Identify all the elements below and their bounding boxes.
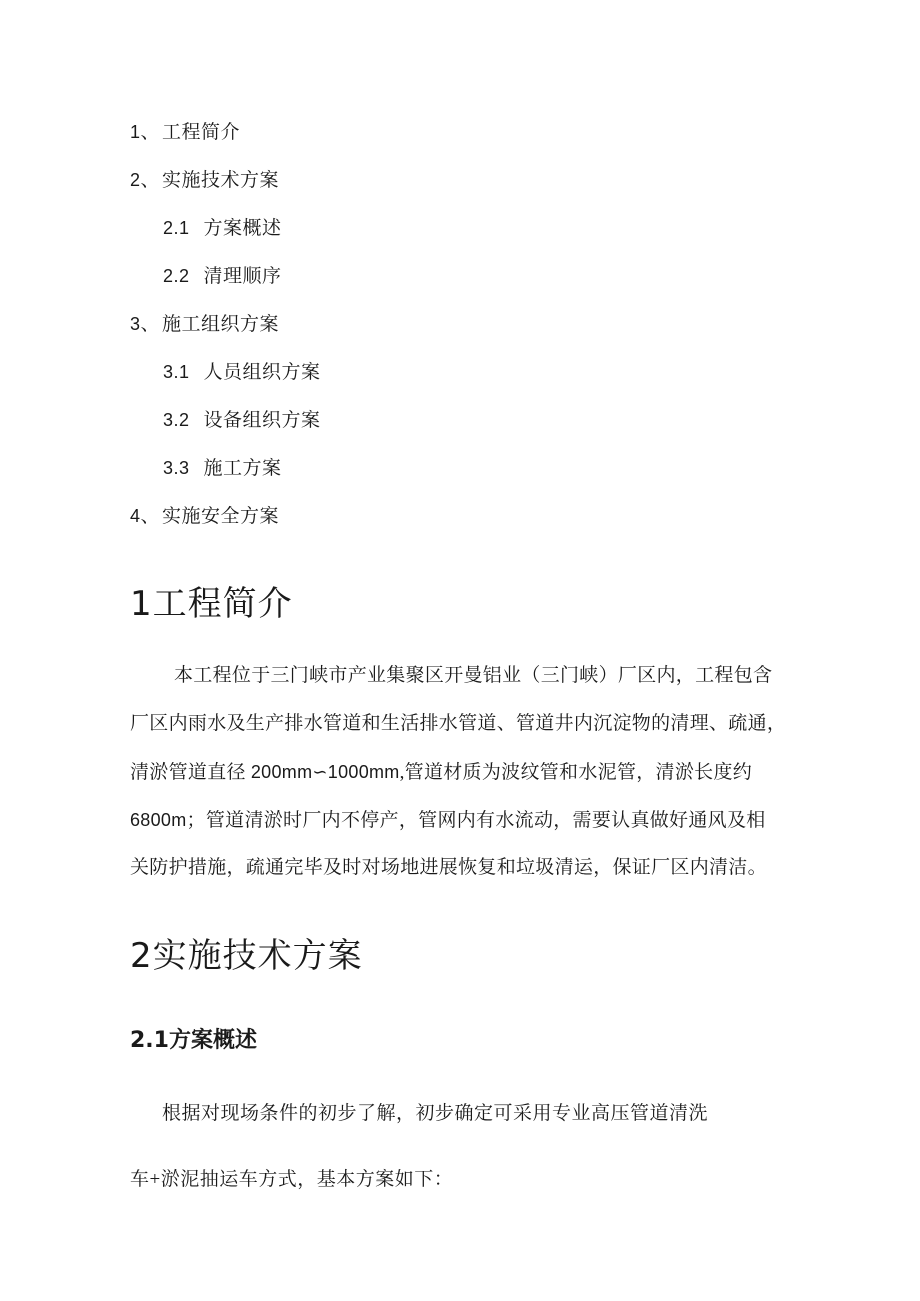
section-2-1-line-1: 根据对现场条件的初步了解，初步确定可采用专业高压管道清洗	[162, 1103, 709, 1124]
paragraph-line: 本工程位于三门峡市产业集聚区开曼铝业（三门峡）厂区内，工程包含	[174, 665, 773, 686]
toc-item-1[interactable]	[130, 120, 240, 145]
toc-title: 方案概述	[203, 218, 282, 239]
toc-item-2[interactable]	[130, 168, 279, 193]
section-2-1-heading: 2.1方案概述	[130, 1028, 257, 1053]
toc-separator: 、	[140, 170, 161, 191]
paragraph-line: 厂区内雨水及生产排水管道和生活排水管道、管道井内沉淀物的清理、疏通，	[130, 713, 787, 734]
toc-item-2-2[interactable]	[163, 264, 282, 289]
toc-title: 工程简介	[162, 122, 241, 143]
section-2-heading: 2实施技术方案	[130, 936, 363, 976]
text-run: ,管道材质为波纹管和水泥管，清淤长度约	[399, 762, 753, 783]
toc-title: 清理顺序	[203, 266, 282, 287]
toc-item-3-1[interactable]	[163, 360, 321, 385]
toc-number: 1	[130, 122, 141, 142]
toc-number: 3	[130, 314, 141, 334]
dredging-length: 6800m	[130, 810, 187, 830]
toc-number: 3.3	[163, 458, 190, 478]
toc-title: 设备组织方案	[203, 410, 321, 431]
toc-separator: 、	[140, 314, 161, 335]
toc-title: 实施安全方案	[162, 506, 280, 527]
paragraph-line	[130, 748, 810, 796]
toc-item-3-3[interactable]	[163, 456, 282, 481]
toc-title: 施工组织方案	[162, 314, 280, 335]
toc-title: 施工方案	[203, 458, 282, 479]
toc-item-4[interactable]	[130, 504, 279, 529]
text-run: ；管道清淤时厂内不停产，管网内有水流动，需要认真做好通风及相	[186, 810, 766, 831]
section-1-heading: 1工程简介	[130, 584, 293, 624]
text-run: 清淤管道直径	[130, 762, 251, 783]
toc-separator: 、	[140, 122, 161, 143]
toc-item-2-1[interactable]	[163, 216, 282, 241]
section-2-1-line-2: 车+淤泥抽运车方式，基本方案如下：	[130, 1169, 454, 1190]
pipe-diameter-range: 200mm∽1000mm	[250, 762, 400, 782]
section-1-paragraph	[130, 652, 810, 892]
toc-number: 4	[130, 506, 141, 526]
toc-item-3-2[interactable]	[163, 408, 321, 433]
toc-number: 2.2	[163, 266, 190, 286]
toc-number: 3.1	[163, 362, 190, 382]
toc-item-3[interactable]	[130, 312, 279, 337]
toc-number: 3.2	[163, 410, 190, 430]
paragraph-line	[130, 796, 810, 844]
toc-separator: 、	[140, 506, 161, 527]
paragraph-line: 关防护措施，疏通完毕及时对场地进展恢复和垃圾清运，保证厂区内清洁。	[130, 857, 767, 878]
toc-number: 2	[130, 170, 141, 190]
toc-number: 2.1	[163, 218, 190, 238]
toc-title: 实施技术方案	[162, 170, 280, 191]
toc-title: 人员组织方案	[203, 362, 321, 383]
